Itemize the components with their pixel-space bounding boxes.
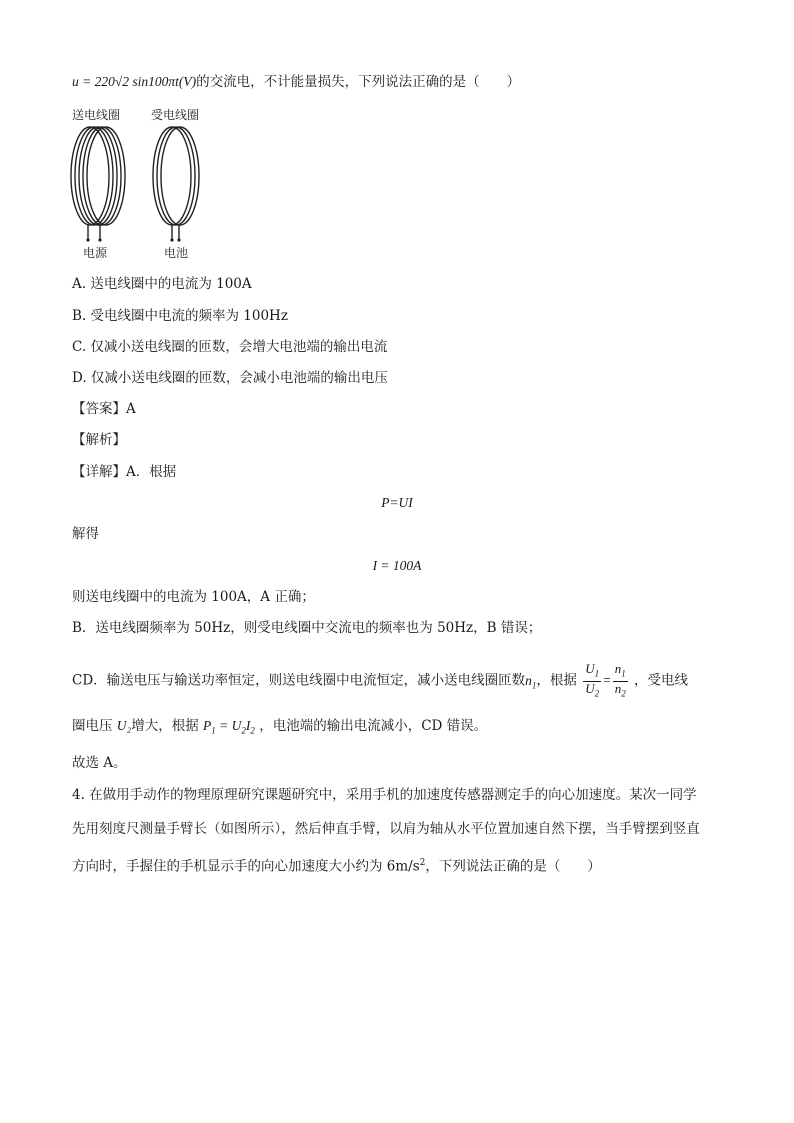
solve-word: 解得 (72, 526, 99, 542)
q4-line2: 先用刻度尺测量手臂长（如图所示），然后伸直手臂，以肩为轴从水平位置加速自然下摆，当手臂摆到竖直 (72, 821, 700, 837)
final-choice: 故选 A。 (72, 755, 127, 771)
send-coil-label: 送电线圈 (72, 108, 121, 122)
conclusion-a: 则送电线圈中的电流为 100A，A 正确； (72, 589, 315, 605)
q3-stem (72, 72, 520, 92)
explain-cd-line2: 圈电压 U₂增大，根据 $P_1 = U_2I_2$ ，电池端的输出电流减小，CD 错误。 (72, 718, 488, 736)
equation-current: I = 100A (372, 558, 422, 573)
send-coil (71, 127, 125, 240)
analysis-tag: 【解析】 (72, 432, 126, 448)
equation-power: P=UI (381, 495, 413, 510)
detail-intro: 【详解】A．根据 (72, 464, 177, 480)
power-equation-inline: $P_1 = U_2I_2$ (203, 718, 255, 736)
q4-line1: 4. 在做用手动作的物理原理研究课题研究中，采用手机的加速度传感器测定手的向心加速度。某次一同学 (72, 787, 697, 803)
recv-coil (153, 127, 199, 240)
turns-ratio-fraction: $\frac{n_1}{n_2}$ (614, 661, 626, 699)
battery-label: 电池 (164, 246, 189, 260)
explain-b: B．送电线圈频率为 50Hz，则受电线圈中交流电的频率也为 50Hz，B 错误； (72, 620, 542, 636)
voltage-ratio-fraction: $\frac{U_1}{U_2}$ (585, 661, 600, 699)
recv-coil-label: 受电线圈 (151, 108, 200, 122)
voltage-expression: u = 220√2 sin100πt(V) (72, 74, 197, 89)
coil-figure (66, 104, 216, 264)
option-a: A. 送电线圈中的电流为 100A (72, 276, 252, 292)
option-c: C. 仅减小送电线圈的匝数，会增大电池端的输出电流 (72, 339, 388, 355)
explain-cd-line1: CD．输送电压与输送功率恒定，则送电线圈中电流恒定，减小送电线圈匝数$n_1$，根据 $\frac{U_1}{U_2}$ = $\frac{n_1}{n_2}$ ，受电线 (72, 661, 689, 699)
q3-stem-text: 的交流电，不计能量损失，下列说法正确的是（ ） (196, 74, 521, 90)
answer-tag: 【答案】 (72, 401, 126, 417)
u2-symbol: U₂ (116, 718, 132, 733)
n1-symbol: $n_1$ (525, 672, 537, 691)
answer-line (72, 399, 136, 419)
answer-value: A (126, 401, 136, 417)
option-b: B. 受电线圈中电流的频率为 100Hz (72, 308, 288, 324)
q4-line3: 方向时，手握住的手机显示手的向心加速度大小约为 $6m/s^2$，下列说法正确的是（ ） (72, 858, 601, 875)
option-d: D. 仅减小送电线圈的匝数，会减小电池端的输出电压 (72, 370, 388, 386)
source-label: 电源 (83, 246, 108, 260)
